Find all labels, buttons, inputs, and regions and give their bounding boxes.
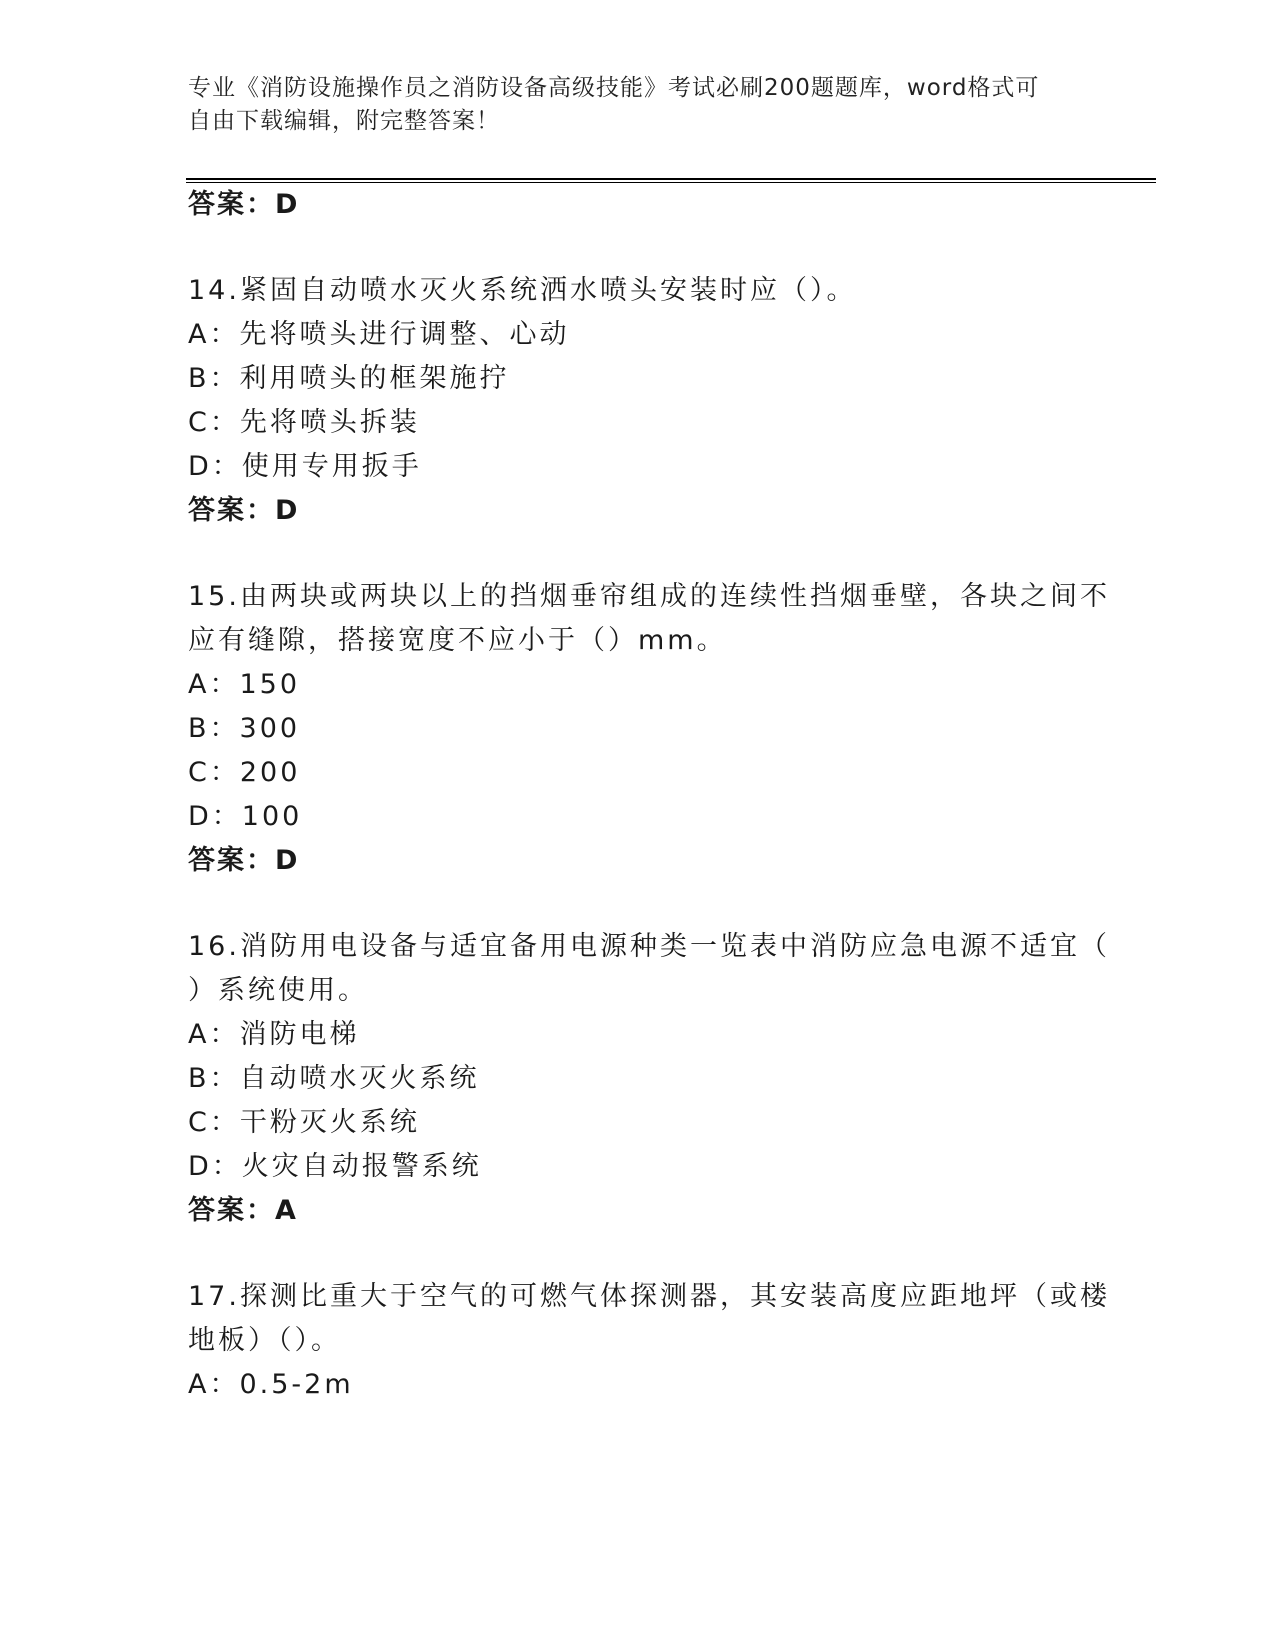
question-14-answer: 答案：D <box>188 495 300 526</box>
question-15-stem-line-1: 15.由两块或两块以上的挡烟垂帘组成的连续性挡烟垂壁，各块之间不 <box>188 581 1110 612</box>
question-14-stem: 14.紧固自动喷水灭火系统洒水喷头安装时应（）。 <box>188 275 857 306</box>
question-16-option-c: C：干粉灭火系统 <box>188 1107 420 1138</box>
question-16-option-b: B：自动喷水灭火系统 <box>188 1063 480 1094</box>
header-divider <box>186 178 1156 183</box>
question-16-stem-line-2: ）系统使用。 <box>188 975 368 1006</box>
document-header <box>188 72 1088 138</box>
question-14-option-d: D：使用专用扳手 <box>188 451 422 482</box>
question-15-option-a: A：150 <box>188 669 301 700</box>
header-line-2: 自由下载编辑，附完整答案！ <box>188 108 500 134</box>
question-16-answer: 答案：A <box>188 1195 298 1226</box>
question-14-option-c: C：先将喷头拆装 <box>188 407 420 438</box>
previous-answer: 答案：D <box>188 189 300 220</box>
question-15-stem-line-2: 应有缝隙，搭接宽度不应小于（）mm。 <box>188 625 727 656</box>
question-14-option-b: B：利用喷头的框架施拧 <box>188 363 510 394</box>
header-line-1: 专业《消防设施操作员之消防设备高级技能》考试必刷200题题库，word格式可 <box>188 75 1040 101</box>
question-16-option-a: A：消防电梯 <box>188 1019 360 1050</box>
question-17-stem-line-1: 17.探测比重大于空气的可燃气体探测器，其安装高度应距地坪（或楼 <box>188 1281 1110 1312</box>
question-15-answer: 答案：D <box>188 845 300 876</box>
question-14-option-a: A：先将喷头进行调整、心动 <box>188 319 570 350</box>
question-15-option-b: B：300 <box>188 713 301 744</box>
question-17-stem-line-2: 地板）（）。 <box>188 1325 341 1356</box>
question-17-option-a: A：0.5-2m <box>188 1369 354 1400</box>
question-16-option-d: D：火灾自动报警系统 <box>188 1151 482 1182</box>
question-15-option-c: C：200 <box>188 757 301 788</box>
question-16-stem-line-1: 16.消防用电设备与适宜备用电源种类一览表中消防应急电源不适宜（ <box>188 931 1110 962</box>
question-15-option-d: D：100 <box>188 801 303 832</box>
